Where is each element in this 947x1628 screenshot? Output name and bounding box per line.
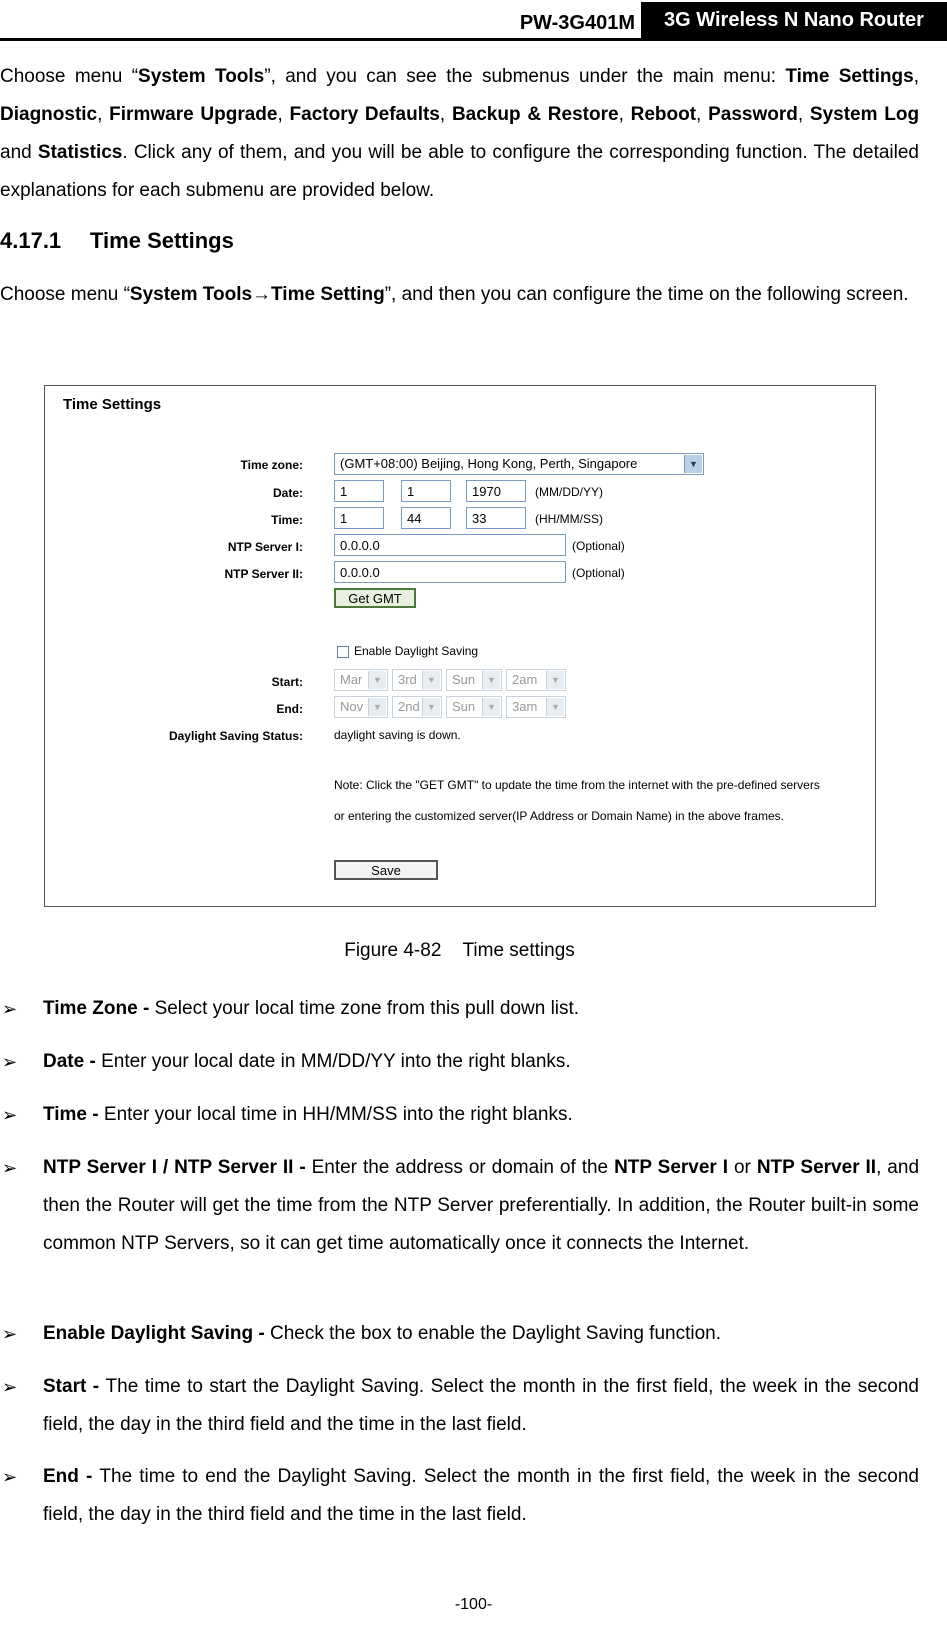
bullet-item — [0, 1368, 919, 1444]
start-day-select[interactable] — [446, 669, 502, 691]
start-week-select[interactable] — [392, 669, 442, 691]
bullet-text — [43, 1149, 919, 1263]
intro-text: , — [97, 104, 110, 125]
chevron-down-icon: ▼ — [546, 671, 564, 689]
enable-dst-label: Enable Daylight Saving — [354, 644, 479, 658]
timezone-label: Time zone: — [240, 458, 303, 472]
intro-bold: Backup & Restore — [451, 104, 619, 125]
end-month-value: Nov — [340, 699, 364, 714]
bullet-item — [0, 1458, 919, 1534]
bullet-text — [43, 1458, 919, 1534]
date-day-input[interactable]: 1 — [401, 480, 451, 502]
intro-paragraph — [0, 58, 919, 210]
start-week-value: 3rd — [398, 672, 417, 687]
arrow-bullet-icon: ➢ — [2, 1105, 18, 1125]
bullet-item — [0, 990, 919, 1028]
bullet-term: Enable Daylight Saving - — [43, 1323, 270, 1344]
choose-bold: System Tools→Time Setting — [129, 284, 385, 305]
start-time-value: 2am — [512, 672, 538, 687]
end-label: End: — [276, 702, 303, 716]
choose-paragraph — [0, 276, 919, 314]
arrow-bullet-icon: ➢ — [2, 1467, 18, 1487]
end-time-value: 3am — [512, 699, 538, 714]
intro-text: , — [277, 104, 290, 125]
bullet-desc: , and then the Router will get the time from the NTP Server preferentially. In addition, the Router built-in some common NTP Servers, so it can get time automatically once it connects the Internet. — [43, 1157, 920, 1254]
bullet-item — [0, 1149, 919, 1263]
bullet-item — [0, 1315, 919, 1353]
bullet-desc: Enter your local time in HH/MM/SS into the right blanks. — [103, 1104, 573, 1125]
bullet-term: Date - — [43, 1051, 102, 1072]
intro-bold: Factory Defaults — [289, 104, 440, 125]
ntp2-label: NTP Server II: — [224, 567, 303, 581]
bullet-text — [43, 1368, 919, 1444]
intro-text: , — [618, 104, 631, 125]
note-line-1: Note: Click the "GET GMT" to update the time from the internet with the pre-defined servers — [334, 778, 820, 792]
time-hint: (HH/MM/SS) — [535, 512, 603, 526]
timezone-value: (GMT+08:00) Beijing, Hong Kong, Perth, Singapore — [340, 456, 638, 471]
date-year-input[interactable]: 1970 — [466, 480, 526, 502]
intro-text: , — [913, 66, 919, 87]
time-hour-input[interactable]: 1 — [334, 507, 384, 529]
bullet-desc: Enter the address or domain of the — [311, 1157, 615, 1178]
chevron-down-icon: ▼ — [482, 671, 500, 689]
bullet-text — [43, 1315, 919, 1353]
intro-bold: System Tools — [138, 66, 265, 87]
bullet-desc: The time to end the Daylight Saving. Select the month in the first field, the week in the second field, the day in the third field and the time in the last field. — [43, 1466, 919, 1525]
bullet-term: Time - — [43, 1104, 104, 1125]
time-minute-input[interactable]: 44 — [401, 507, 451, 529]
intro-bold: Reboot — [630, 104, 697, 125]
save-button[interactable]: Save — [334, 860, 438, 880]
bullet-desc: The time to start the Daylight Saving. Select the month in the first field, the week in the second field, the day in the third field and the time in the last field. — [43, 1376, 919, 1435]
chevron-down-icon: ▼ — [368, 671, 386, 689]
end-week-value: 2nd — [398, 699, 420, 714]
end-day-value: Sun — [452, 699, 476, 714]
section-number: 4.17.1 — [0, 228, 62, 253]
chevron-down-icon: ▼ — [482, 698, 500, 716]
ntp1-input[interactable]: 0.0.0.0 — [334, 534, 566, 556]
chevron-down-icon: ▼ — [368, 698, 386, 716]
header-rule — [0, 38, 947, 41]
note-line-2: or entering the customized server(IP Address or Domain Name) in the above frames. — [334, 809, 784, 823]
intro-text: ”, and you can see the submenus under the main menu: — [264, 66, 786, 87]
start-month-value: Mar — [340, 672, 363, 687]
choose-text: Choose menu “ — [0, 284, 130, 305]
arrow-bullet-icon: ➢ — [2, 1377, 18, 1397]
intro-bold: Time Settings — [785, 66, 914, 87]
arrow-bullet-icon: ➢ — [2, 1158, 18, 1178]
time-settings-figure — [44, 385, 876, 907]
intro-text: and — [0, 142, 38, 163]
date-month-input[interactable]: 1 — [334, 480, 384, 502]
bullet-item — [0, 1043, 919, 1081]
bullet-term: NTP Server I / NTP Server II - — [43, 1157, 312, 1178]
header-model: PW-3G401M — [519, 12, 635, 34]
intro-bold: Diagnostic — [0, 104, 98, 125]
intro-text: , — [439, 104, 452, 125]
bullet-desc: or — [728, 1157, 757, 1178]
chevron-down-icon: ▼ — [684, 455, 702, 473]
arrow-bullet-icon: ➢ — [2, 1324, 18, 1344]
figure-caption: Figure 4-82 Time settings — [344, 940, 575, 961]
get-gmt-button[interactable]: Get GMT — [334, 588, 416, 608]
intro-bold: Firmware Upgrade — [109, 104, 278, 125]
page-number: -100- — [454, 1596, 493, 1613]
bullet-desc: Check the box to enable the Daylight Saving function. — [270, 1323, 722, 1344]
bullet-text — [43, 1043, 919, 1081]
start-month-select[interactable] — [334, 669, 388, 691]
chevron-down-icon: ▼ — [546, 698, 564, 716]
ntp1-label: NTP Server I: — [227, 540, 303, 554]
bullet-text — [43, 990, 919, 1028]
end-month-select[interactable] — [334, 696, 388, 718]
ntp2-input[interactable]: 0.0.0.0 — [334, 561, 566, 583]
figure-title: Time Settings — [63, 396, 162, 413]
ntp1-hint: (Optional) — [572, 539, 625, 553]
date-hint: (MM/DD/YY) — [535, 485, 603, 499]
bullet-desc: Enter your local date in MM/DD/YY into the right blanks. — [101, 1051, 571, 1072]
bullet-term: Time Zone - — [43, 998, 155, 1019]
time-second-input[interactable]: 33 — [466, 507, 526, 529]
intro-bold: System Log — [809, 104, 920, 125]
end-day-select[interactable] — [446, 696, 502, 718]
start-day-value: Sun — [452, 672, 476, 687]
chevron-down-icon: ▼ — [422, 698, 440, 716]
bullet-desc: Select your local time zone from this pull down list. — [154, 998, 580, 1019]
section-heading — [0, 228, 234, 254]
intro-bold: Statistics — [37, 142, 123, 163]
intro-text: , — [696, 104, 709, 125]
arrow-bullet-icon: ➢ — [2, 999, 18, 1019]
arrow-bullet-icon: ➢ — [2, 1052, 18, 1072]
bullet-text — [43, 1096, 919, 1134]
bullet-term: NTP Server II — [756, 1157, 877, 1178]
enable-dst-checkbox[interactable] — [337, 646, 349, 658]
end-time-select[interactable] — [506, 696, 566, 718]
start-label: Start: — [271, 675, 303, 689]
intro-text: Choose menu “ — [0, 66, 139, 87]
start-time-select[interactable] — [506, 669, 566, 691]
date-label: Date: — [272, 486, 303, 500]
bullet-term: NTP Server I — [614, 1157, 729, 1178]
bullet-item — [0, 1096, 919, 1134]
page-header — [0, 0, 947, 42]
chevron-down-icon: ▼ — [422, 671, 440, 689]
section-title: Time Settings — [90, 228, 234, 253]
bullet-term: Start - — [43, 1376, 106, 1397]
dst-status-label: Daylight Saving Status: — [168, 729, 303, 743]
dst-status-value: daylight saving is down. — [334, 728, 461, 742]
time-label: Time: — [271, 513, 303, 527]
choose-text: ”, and then you can configure the time on the following screen. — [384, 284, 909, 305]
timezone-select[interactable] — [334, 453, 704, 475]
intro-bold: Password — [708, 104, 798, 125]
bullet-term: End - — [43, 1466, 100, 1487]
header-product: 3G Wireless N Nano Router — [641, 2, 947, 38]
intro-text: , — [797, 104, 810, 125]
end-week-select[interactable] — [392, 696, 442, 718]
ntp2-hint: (Optional) — [572, 566, 625, 580]
intro-text: . Click any of them, and you will be able to configure the corresponding function. The detailed explanations for each submenu are provided below. — [0, 142, 919, 201]
